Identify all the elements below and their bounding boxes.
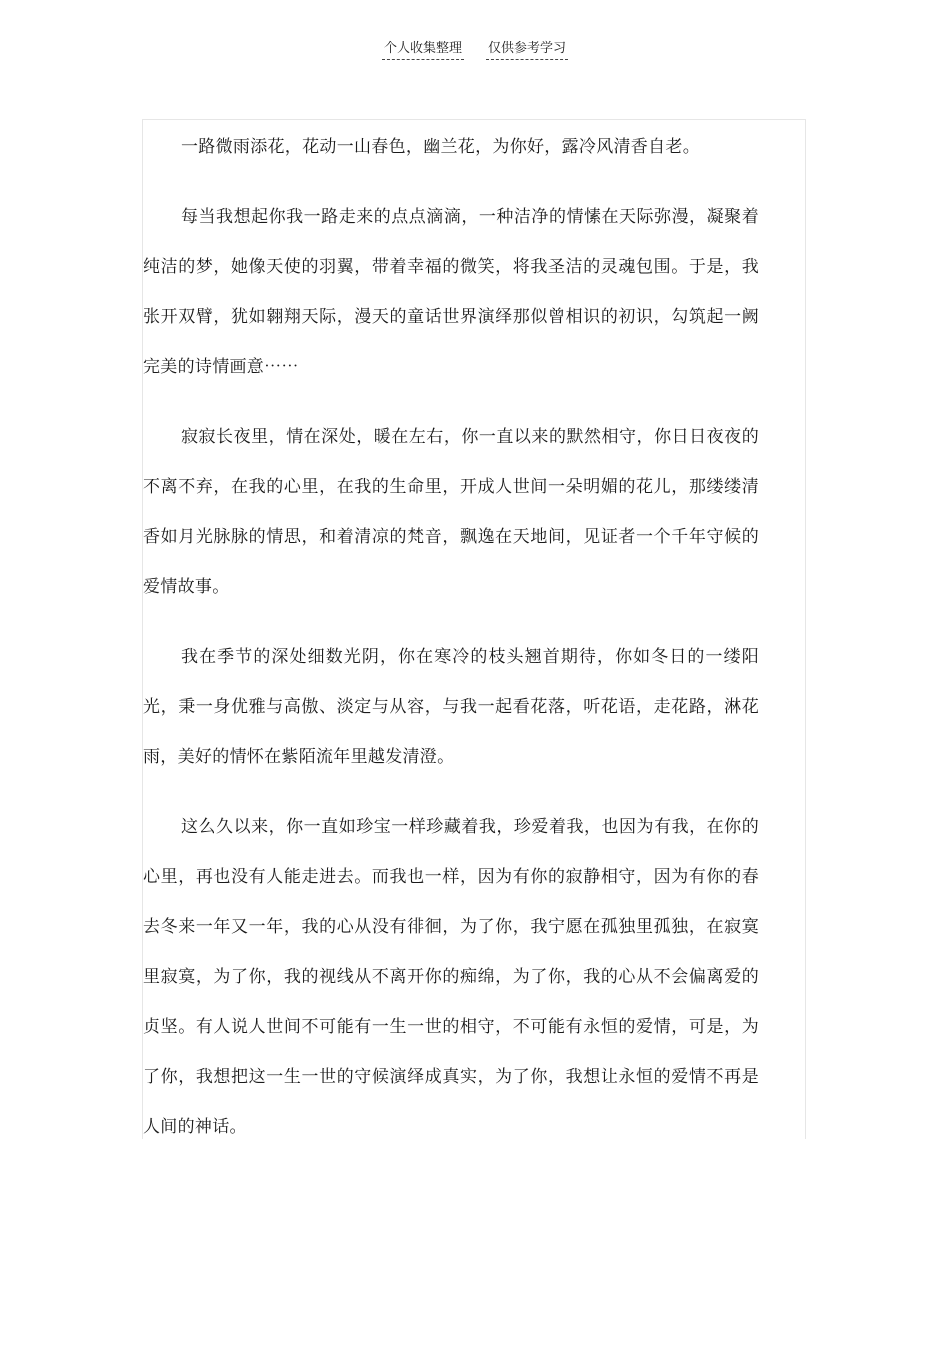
document-body <box>143 122 759 1172</box>
page-header <box>0 40 950 60</box>
header-left-text: 个人收集整理 <box>382 40 464 60</box>
paragraph-1: 一路微雨添花，花动一山春色，幽兰花，为你好，露冷风清香自老。 <box>181 137 700 157</box>
paragraph-2: 每当我想起你我一路走来的点点滴滴，一种洁净的情愫在天际弥漫，凝聚着纯洁的梦，她像天使的羽翼，带着幸福的微笑，将我圣洁的灵魂包围。于是，我张开双臂，犹如翱翔天际，漫天的童话世界演绎那似曾相识的初识，勾筑起一阙完美的诗情画意⋯⋯ <box>143 207 759 377</box>
paragraph-3: 寂寂长夜里，情在深处，暖在左右，你一直以来的默然相守，你日日夜夜的不离不弃，在我的心里，在我的生命里，开成人世间一朵明媚的花儿，那缕缕清香如月光脉脉的情思，和着清凉的梵音，飘逸在天地间，见证者一个千年守候的爱情故事。 <box>143 427 759 597</box>
header-right-text: 仅供参考学习 <box>486 40 568 60</box>
paragraph-4: 我在季节的深处细数光阴，你在寒冷的枝头翘首期待，你如冬日的一缕阳光，秉一身优雅与高傲、淡定与从容，与我一起看花落，听花语，走花路，淋花雨，美好的情怀在紫陌流年里越发清澄。 <box>143 647 759 767</box>
paragraph-5: 这么久以来，你一直如珍宝一样珍藏着我，珍爱着我，也因为有我，在你的心里，再也没有人能走进去。而我也一样，因为有你的寂静相守，因为有你的春去冬来一年又一年，我的心从没有徘徊，为了你，我宁愿在孤独里孤独，在寂寞里寂寞，为了你，我的视线从不离开你的痴绵，为了你，我的心从不会偏离爱的贞坚。有人说人世间不可能有一生一世的相守，不可能有永恒的爱情，可是，为了你，我想把这一生一世的守候演绎成真实，为了你，我想让永恒的爱情不再是人间的神话。 <box>143 817 759 1137</box>
